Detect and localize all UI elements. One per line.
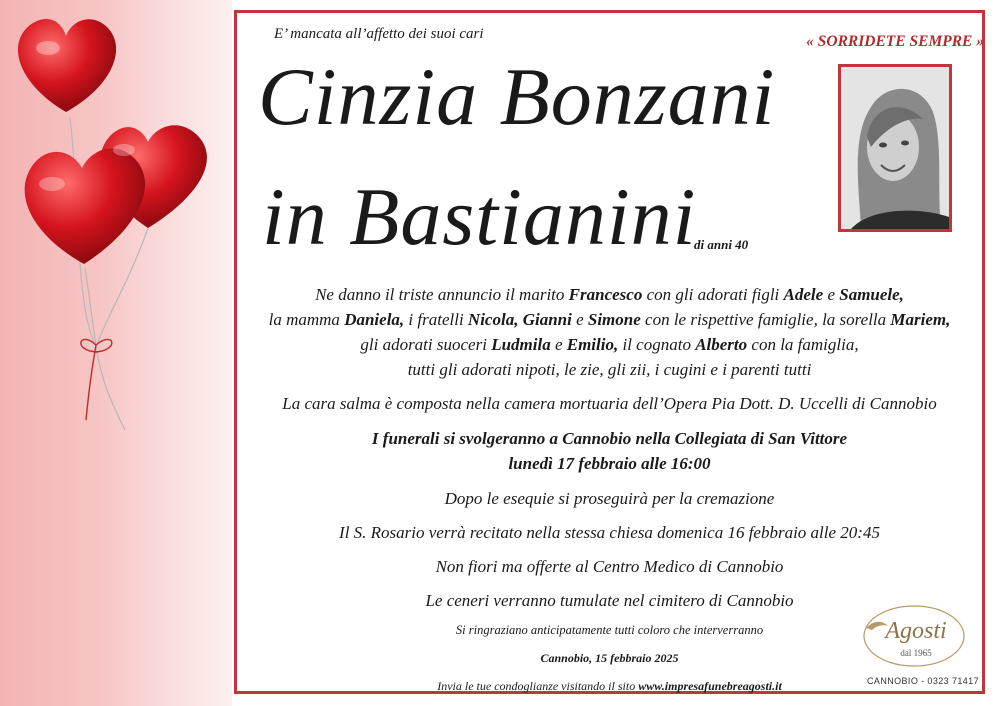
heart-balloon-top (18, 19, 116, 112)
decorative-side-panel (0, 0, 232, 706)
deceased-married-name: in Bastianini (262, 171, 697, 262)
cremation-text: Dopo le esequie si proseguirà per la cremazione (444, 489, 775, 508)
logo-footer: CANNOBIO - 0323 71417 (867, 676, 979, 686)
funeral-location: I funerali si svolgeranno a Cannobio nella Collegiata di San Vittore (371, 429, 848, 448)
rosary-text: Il S. Rosario verrà recitato nella stessa chiesa domenica 16 febbraio alle 20:45 (339, 523, 880, 542)
announcement-line-1: Ne danno il triste annuncio il marito Francesco con gli adorati figli Adele e Samuele, (315, 285, 904, 304)
heart-balloon-left (25, 148, 145, 264)
dateline: Cannobio, 15 febbraio 2025 (540, 651, 679, 665)
funeral-info (236, 426, 983, 476)
ashes-text: Le ceneri verranno tumulate nel cimitero di Cannobio (425, 591, 794, 610)
condolence-text: Invia le tue condoglianze visitando il sito www.impresafunebreagosti.it (437, 679, 782, 693)
agosti-logo (860, 600, 968, 670)
flowers-text: Non fiori ma offerte al Centro Medico di Cannobio (435, 557, 784, 576)
salma-text: La cara salma è composta nella camera mortuaria dell’Opera Pia Dott. D. Uccelli di Cannobio (282, 394, 937, 413)
deceased-name: Cinzia Bonzani (258, 51, 776, 142)
intro-text: E’ mancata all’affetto dei suoi cari (274, 26, 484, 42)
announcement-line-3: gli adorati suoceri Ludmila e Emilio, il cognato Alberto con la famiglia, (360, 335, 859, 354)
announcement-paragraph (236, 282, 983, 382)
logo-since: dal 1965 (900, 648, 932, 658)
funeral-datetime: lunedì 17 febbraio alle 16:00 (508, 454, 711, 473)
announcement-line-4: tutti gli adorati nipoti, le zie, gli zii, i cugini e i parenti tutti (407, 360, 812, 379)
logo-name: Agosti (885, 618, 947, 644)
website-link[interactable]: www.impresafunebreagosti.it (638, 679, 782, 693)
thanks-text: Si ringraziano anticipatamente tutti coloro che interverranno (455, 623, 764, 637)
motto-text: « SORRIDETE SEMPRE » (806, 33, 984, 50)
portrait-photo (838, 64, 952, 232)
deceased-age: di anni 40 (694, 237, 749, 252)
announcement-line-2: la mamma Daniela, i fratelli Nicola, Gianni e Simone con le rispettive famiglie, la sorella Mariem, (268, 310, 951, 329)
heart-balloons-illustration (0, 0, 232, 450)
